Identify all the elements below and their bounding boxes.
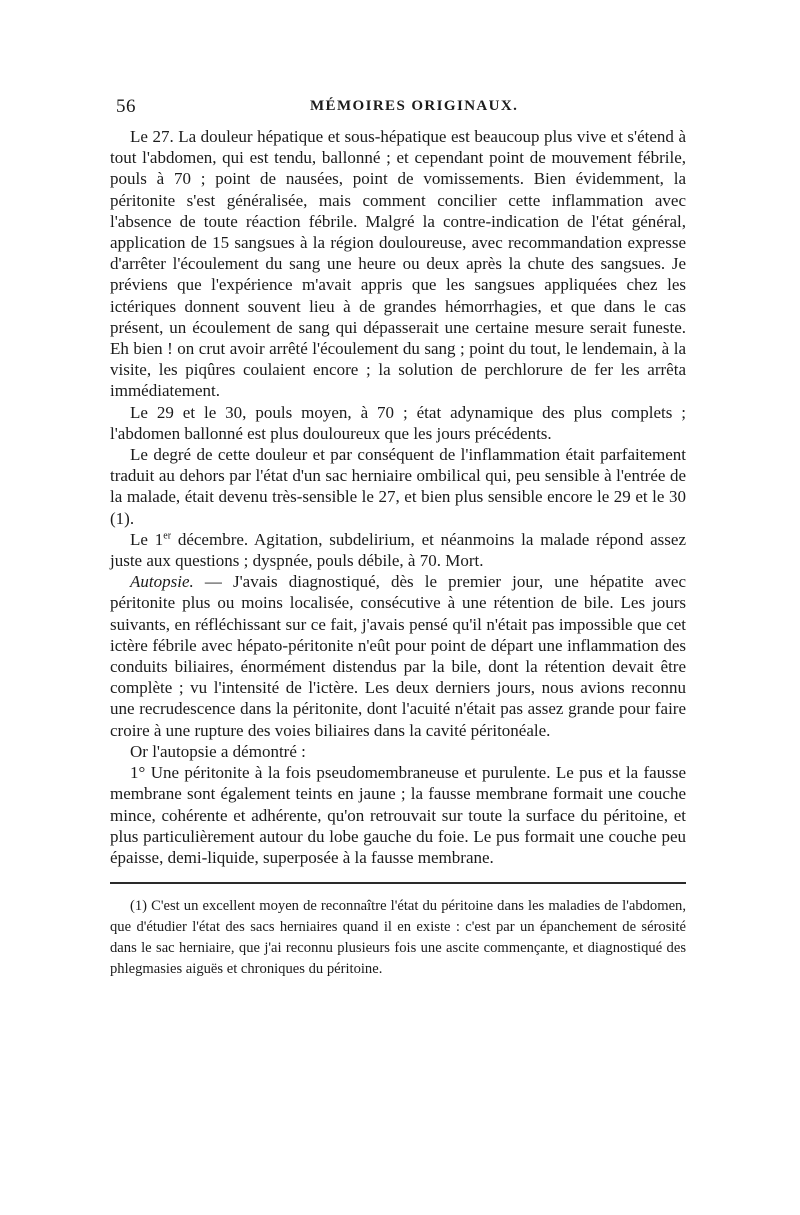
paragraph-4 [110, 529, 686, 571]
paragraph-3: Le degré de cette douleur et par conséquent de l'inflammation était parfaitement traduit au dehors par l'état d'un sac herniaire ombilical qui, peu sensible à l'entrée de la malade, était devenu très-sensible le 27, et bien plus sensible encore le 29 et le 30 (1). [110, 445, 686, 528]
footnote-text: (1) C'est un excellent moyen de reconnaître l'état du péritoine dans les maladies de l'abdomen, que d'étudier l'état des sacs herniaires quand il en existe : c'est par un épanchement de sérosité dans le sac herniaire, que j'ai reconnu plusieurs fois une ascite commençante, et diagnostiqué des phlegmasies aiguës et chroniques du péritoine. [110, 898, 686, 978]
autopsie-heading: Autopsie. [130, 572, 194, 592]
paragraph-6: Or l'autopsie a démontré : [130, 741, 306, 761]
footnote-rule [110, 882, 686, 884]
main-text [110, 126, 686, 868]
running-title: MÉMOIRES ORIGINAUX. [310, 98, 519, 114]
paragraph-5 [110, 571, 686, 741]
paragraph-7: 1° Une péritonite à la fois pseudomembraneuse et purulente. Le pus et la fausse membrane sont également teints en jaune ; la fausse membrane formait une couche mince, cohérente et adhérente, qu'on retrouvait sur toute la surface du péritoine, et plus particulièrement autour du lobe gauche du foie. Le pus formait une couche peu épaisse, demi-liquide, superposée à la fausse membrane. [110, 763, 686, 867]
page-number: 56 [116, 96, 136, 117]
ordinal-superscript: er [163, 530, 172, 542]
paragraph-1: Le 27. La douleur hépatique et sous-hépatique est beaucoup plus vive et s'étend à tout l'abdomen, qui est tendu, ballonné ; et cependant point de mouvement fébrile, pouls à 70 ; point de nausées, point de vomissements. Bien évidemment, la péritonite s'est généralisée, mais comment concilier cette inflammation avec l'absence de toute réaction fébrile. Malgré la contre-indication de l'état général, application de 15 sangsues à la région douloureuse, avec recommandation expresse d'arrêter l'écoulement du sang une heure ou deux après la chute des sangsues. Je préviens que l'expérience m'avait appris que les sangsues appliquées chez les ictériques donnent souvent lieu à de grandes hémorrhagies, et que dans le cas présent, un écoulement de sang qui dépasserait une certaine mesure serait funeste. Eh bien ! on crut avoir arrêté l'écoulement du sang ; point du tout, le lendemain, à la visite, les piqûres coulaient encore ; la solution de perchlorure de fer les arrêta immédiatement. [110, 127, 686, 401]
paragraph-4-rest: décembre. Agitation, subdelirium, et néanmoins la malade répond assez juste aux questions ; dyspnée, pouls débile, à 70. Mort. [110, 529, 686, 571]
paragraph-4-start: Le 1 [130, 529, 164, 549]
paragraph-5-rest: — J'avais diagnostiqué, dès le premier jour, une hépatite avec péritonite plus ou moins localisée, consécutive à une rétention de bile. Les jours suivants, en réfléchissant sur ce fait, j'avais pensé qu'il n'était pas impossible que cet ictère fébrile avec hépato-péritonite n'eût pour point de départ une inflammation des conduits biliaires, énormément distendus par la bile, dont la rétention devait être complète ; vu l'intensité de l'ictère. Les deux derniers jours, nous avions reconnu une recrudescence dans la péritonite, dont l'acuité n'était pas assez grande pour faire croire à une rupture des voies biliaires dans la cavité péritonéale. [110, 572, 686, 740]
page-header [110, 92, 686, 126]
book-page [110, 92, 686, 980]
footnote [110, 896, 686, 980]
paragraph-2: Le 29 et le 30, pouls moyen, à 70 ; état adynamique des plus complets ; l'abdomen ballonné est plus douloureux que les jours précédents. [110, 402, 686, 443]
